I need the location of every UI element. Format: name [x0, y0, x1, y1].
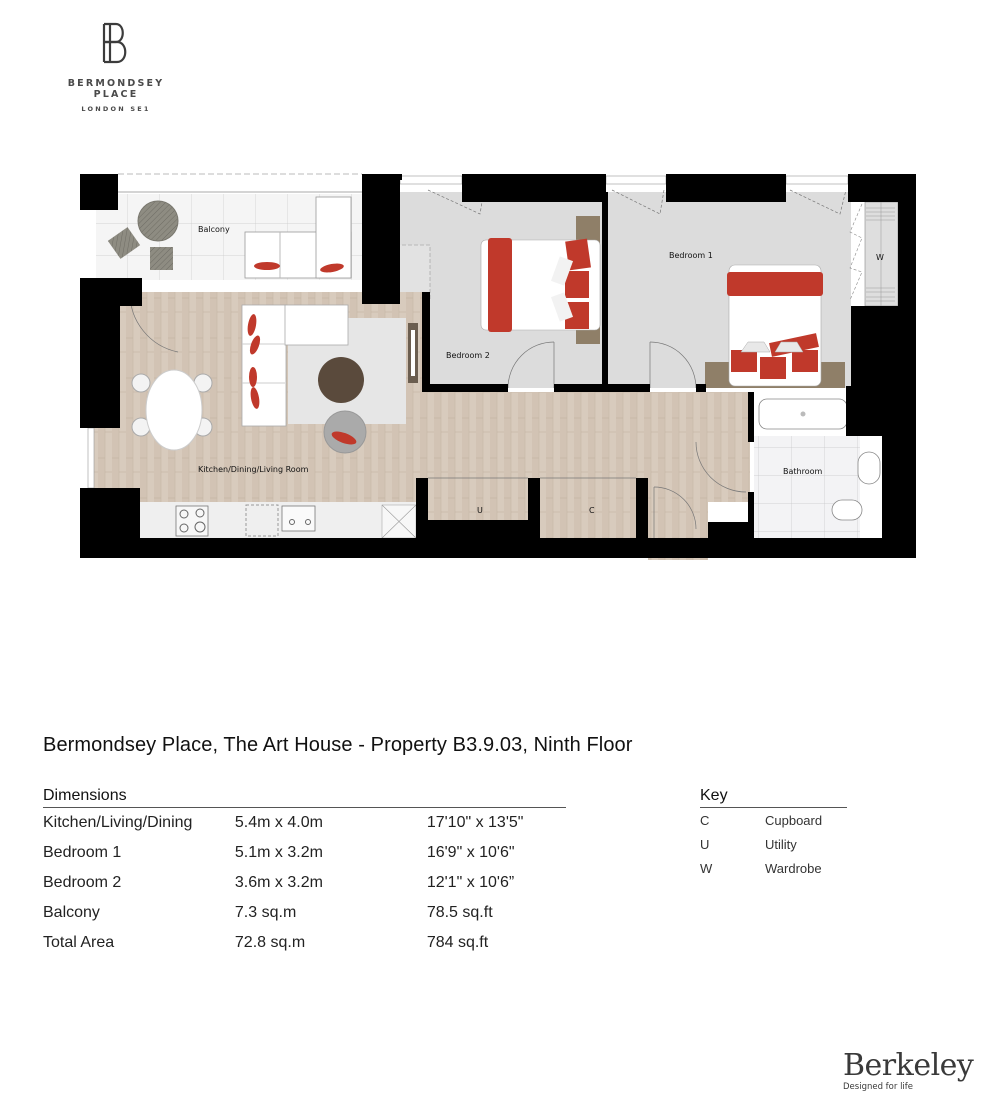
toilet [832, 500, 862, 520]
key-legend [700, 787, 847, 880]
metric-size: 7.3 sq.m [234, 904, 297, 921]
balcony-table [138, 201, 178, 241]
brand-name: Berkeley [843, 1048, 974, 1083]
room-label-bathroom: Bathroom [783, 467, 823, 476]
dimensions-table [43, 787, 566, 958]
metric-size: 72.8 sq.m [234, 934, 306, 951]
room-name: Bedroom 2 [43, 874, 122, 891]
basin [858, 452, 880, 484]
list-item [700, 856, 847, 880]
room-label-balcony: Balcony [198, 225, 230, 234]
room-name: Bedroom 1 [43, 844, 122, 861]
key-code: C [700, 812, 710, 828]
list-item [700, 832, 847, 856]
imperial-size: 17'10" x 13'5" [426, 814, 524, 831]
property-title: Bermondsey Place, The Art House - Property B3.9.03, Ninth Floor [43, 734, 633, 756]
imperial-size: 12'1" x 10'6” [426, 874, 515, 891]
imperial-size: 16'9" x 10'6" [426, 844, 515, 861]
logo-name: BERMONDSEY PLACE [67, 78, 165, 100]
metric-size: 5.1m x 3.2m [234, 844, 323, 861]
key-meaning: Utility [765, 836, 797, 852]
table-row [43, 808, 566, 838]
balcony-chair [150, 247, 173, 270]
imperial-size: 784 sq.ft [426, 934, 489, 951]
key-code: W [700, 860, 713, 876]
balcony [92, 174, 362, 280]
room-label-bedroom-1: Bedroom 1 [669, 251, 713, 260]
logo-location: LONDON SE1 [81, 105, 151, 113]
kitchen-counter [140, 502, 416, 538]
table-row [43, 838, 566, 868]
room-label-kitchen-dining-living: Kitchen/Dining/Living Room [198, 465, 309, 474]
brand-tagline: Designed for life [843, 1082, 914, 1092]
metric-size: 5.4m x 4.0m [234, 814, 323, 831]
room-name: Balcony [43, 904, 100, 921]
table-row [43, 868, 566, 898]
room-name: Kitchen/Living/Dining [43, 814, 193, 831]
table-row [43, 928, 566, 958]
room-label-wardrobe: W [876, 253, 884, 262]
armchair [324, 411, 366, 453]
dimensions-heading: Dimensions [43, 787, 566, 808]
key-code: U [700, 836, 710, 852]
room-label-bedroom-2: Bedroom 2 [446, 351, 490, 360]
berkeley-logo [843, 1050, 973, 1092]
room-label-utility: U [477, 506, 483, 515]
metric-size: 3.6m x 3.2m [234, 874, 323, 891]
room-name: Total Area [43, 934, 115, 951]
key-meaning: Wardrobe [765, 860, 822, 876]
room-label-cupboard: C [589, 506, 595, 515]
imperial-size: 78.5 sq.ft [426, 904, 493, 921]
list-item [700, 808, 847, 832]
table-row [43, 898, 566, 928]
key-heading: Key [700, 787, 847, 808]
coffee-table [318, 357, 364, 403]
wardrobe [850, 202, 898, 306]
key-meaning: Cupboard [765, 812, 823, 828]
